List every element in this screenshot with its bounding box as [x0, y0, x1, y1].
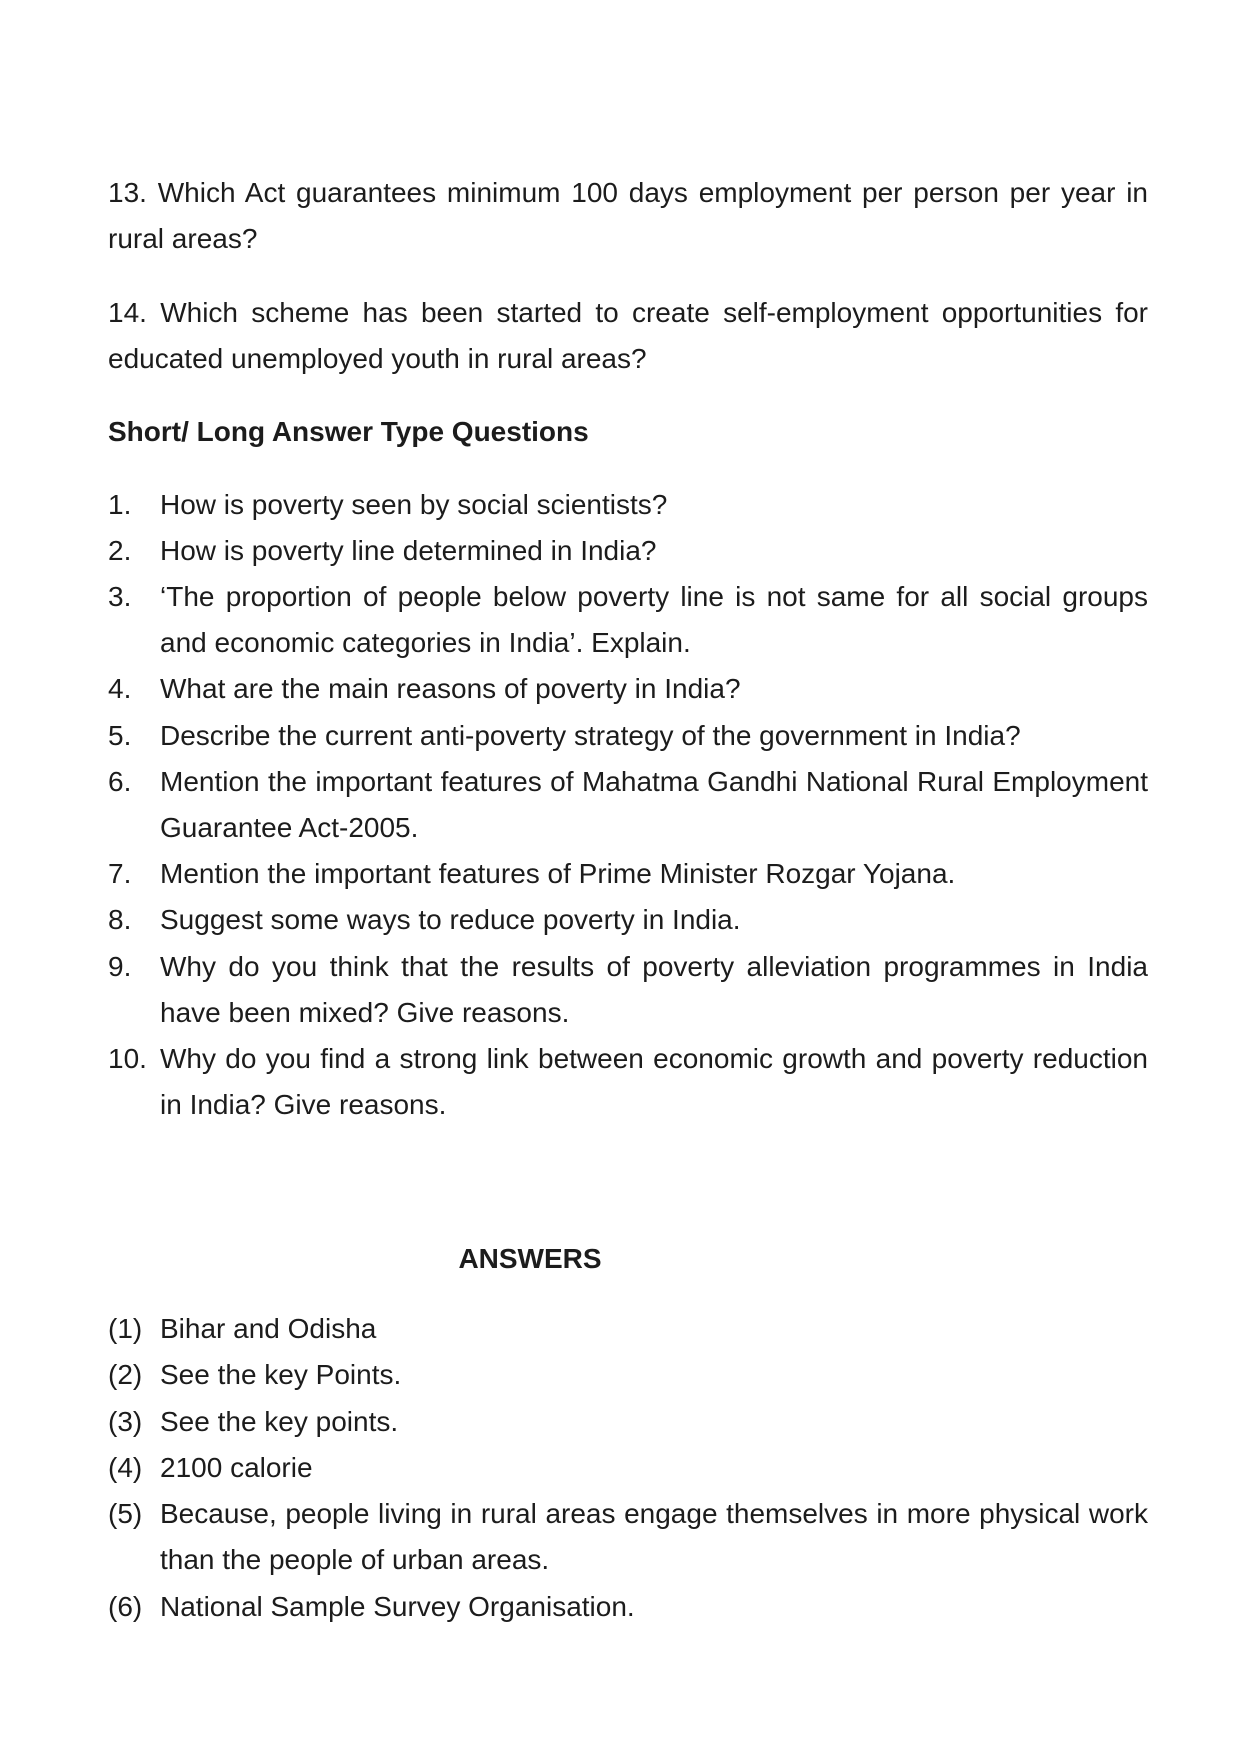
item-text: How is poverty seen by social scientists?: [160, 489, 668, 520]
answer-text: National Sample Survey Organisation.: [160, 1591, 635, 1622]
list-item: [108, 482, 1148, 528]
answer-text: Bihar and Odisha: [160, 1313, 377, 1344]
answer-number: (5): [108, 1498, 143, 1529]
item-text: Mention the important features of Mahatma Gandhi National Rural Employment Guarantee Act-2005.: [160, 766, 1148, 843]
item-number: 8.: [108, 904, 132, 935]
answer-item: [108, 1584, 1148, 1630]
item-number: 1.: [108, 489, 132, 520]
question-number: 13.: [108, 177, 147, 208]
item-text: Why do you think that the results of poverty alleviation programmes in India have been mixed? Give reasons.: [160, 951, 1148, 1028]
list-item: [108, 666, 1148, 712]
item-number: 4.: [108, 673, 132, 704]
answer-text: See the key points.: [160, 1406, 399, 1437]
item-number: 5.: [108, 720, 132, 751]
item-number: 3.: [108, 581, 132, 612]
list-item: [108, 897, 1148, 943]
item-number: 6.: [108, 766, 132, 797]
item-number: 9.: [108, 951, 132, 982]
list-item: [108, 1036, 1148, 1128]
item-text: Why do you find a strong link between economic growth and poverty reduction in India? Give reasons.: [160, 1043, 1148, 1120]
question-14: [108, 290, 1148, 382]
list-item: [108, 944, 1148, 1036]
item-number: 7.: [108, 858, 132, 889]
answer-number: (6): [108, 1591, 143, 1622]
list-item: [108, 759, 1148, 851]
answer-item: [108, 1399, 1148, 1445]
question-text: Which scheme has been started to create self-employment opportunities for educated unemployed youth in rural areas?: [108, 297, 1148, 374]
list-item: [108, 851, 1148, 897]
answer-number: (4): [108, 1452, 143, 1483]
section-heading: Short/ Long Answer Type Questions: [108, 416, 589, 447]
answer-item: [108, 1306, 1148, 1352]
answer-item: [108, 1352, 1148, 1398]
answer-text: Because, people living in rural areas engage themselves in more physical work than the people of urban areas.: [160, 1498, 1148, 1575]
item-number: 2.: [108, 535, 132, 566]
question-text: Which Act guarantees minimum 100 days employment per person per year in rural areas?: [108, 177, 1148, 254]
item-text: What are the main reasons of poverty in India?: [160, 673, 741, 704]
answer-number: (2): [108, 1359, 143, 1390]
answer-item: [108, 1445, 1148, 1491]
question-number: 14.: [108, 297, 147, 328]
answer-number: (1): [108, 1313, 143, 1344]
answer-item: [108, 1491, 1148, 1583]
list-item: [108, 574, 1148, 666]
item-text: Describe the current anti-poverty strategy of the government in India?: [160, 720, 1021, 751]
item-text: Mention the important features of Prime Minister Rozgar Yojana.: [160, 858, 956, 889]
item-number: 10.: [108, 1043, 147, 1074]
item-text: ‘The proportion of people below poverty line is not same for all social groups and economic categories in India’. Explain.: [160, 581, 1148, 658]
item-text: Suggest some ways to reduce poverty in India.: [160, 904, 741, 935]
question-13: [108, 170, 1148, 262]
answer-text: 2100 calorie: [160, 1452, 313, 1483]
answer-text: See the key Points.: [160, 1359, 402, 1390]
answers-heading: ANSWERS: [458, 1243, 602, 1274]
list-item: [108, 713, 1148, 759]
list-item: [108, 528, 1148, 574]
answer-number: (3): [108, 1406, 143, 1437]
item-text: How is poverty line determined in India?: [160, 535, 657, 566]
